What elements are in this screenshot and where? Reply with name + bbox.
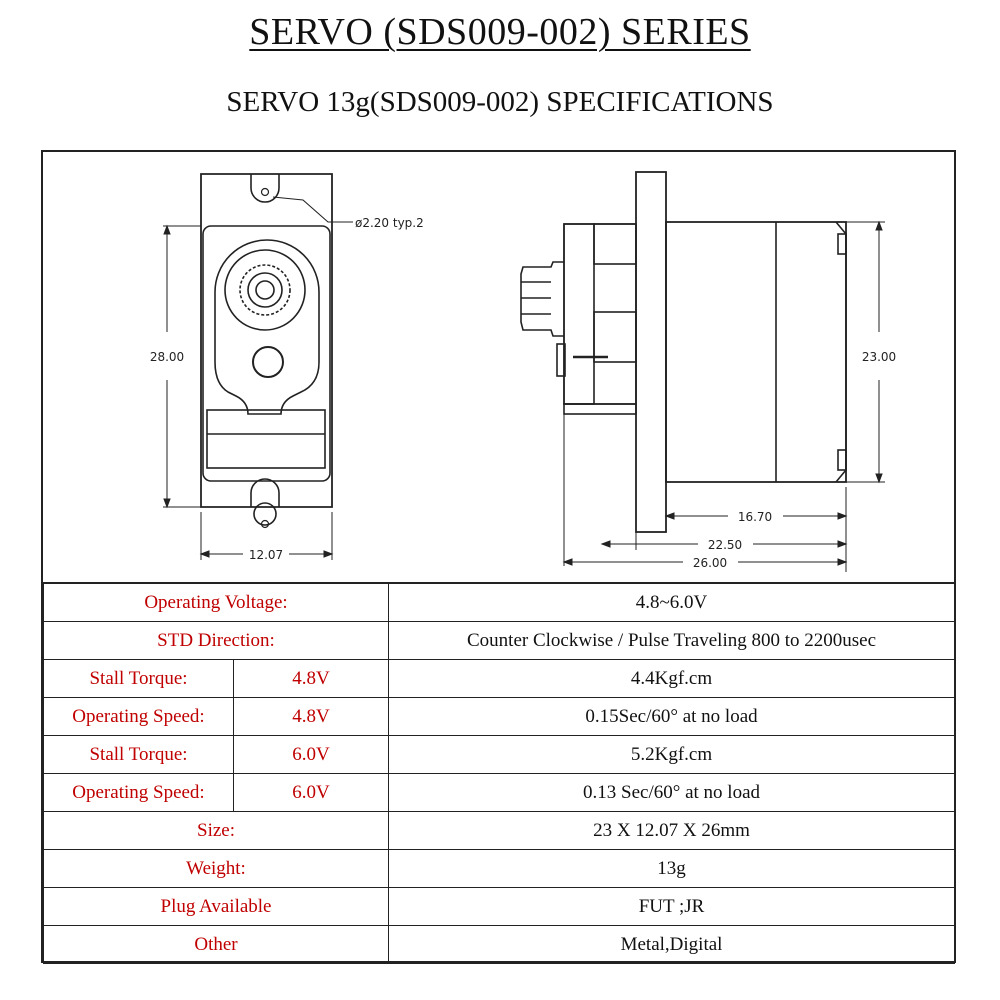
spec-value: Counter Clockwise / Pulse Traveling 800 to 2200usec bbox=[389, 622, 955, 660]
spec-value: 4.4Kgf.cm bbox=[389, 660, 955, 698]
table-row bbox=[44, 698, 955, 736]
table-row bbox=[44, 888, 955, 926]
spec-label: Other bbox=[44, 926, 389, 964]
spec-label: Plug Available bbox=[44, 888, 389, 926]
page-subtitle: SERVO 13g(SDS009-002) SPECIFICATIONS bbox=[226, 86, 774, 118]
spec-value: 5.2Kgf.cm bbox=[389, 736, 955, 774]
side-view bbox=[521, 172, 846, 532]
spec-label: Stall Torque: bbox=[44, 736, 234, 774]
spec-label: Operating Speed: bbox=[44, 698, 234, 736]
side-height-dim: 23.00 bbox=[861, 350, 897, 364]
spec-voltage: 4.8V bbox=[234, 698, 389, 736]
front-width-dim: 12.07 bbox=[248, 548, 284, 562]
spec-voltage: 6.0V bbox=[234, 736, 389, 774]
table-row bbox=[44, 736, 955, 774]
spec-value: 13g bbox=[389, 850, 955, 888]
spec-label: Operating Voltage: bbox=[44, 583, 389, 622]
spec-voltage: 6.0V bbox=[234, 774, 389, 812]
side-dim-c: 26.00 bbox=[692, 556, 728, 570]
table-row bbox=[44, 850, 955, 888]
side-dim-a: 16.70 bbox=[737, 510, 773, 524]
table-row bbox=[44, 926, 955, 964]
spec-value: FUT ;JR bbox=[389, 888, 955, 926]
table-row bbox=[44, 812, 955, 850]
hole-note: ø2.20 typ.2 bbox=[355, 216, 424, 230]
side-dim-b: 22.50 bbox=[707, 538, 743, 552]
spec-sheet-frame bbox=[41, 150, 956, 963]
spec-value: 23 X 12.07 X 26mm bbox=[389, 812, 955, 850]
spec-label: STD Direction: bbox=[44, 622, 389, 660]
table-row bbox=[44, 660, 955, 698]
page-title: SERVO (SDS009-002) SERIES bbox=[249, 11, 751, 53]
front-view bbox=[201, 174, 353, 528]
spec-label: Operating Speed: bbox=[44, 774, 234, 812]
technical-drawing bbox=[43, 152, 954, 582]
spec-value: 4.8~6.0V bbox=[389, 583, 955, 622]
table-row bbox=[44, 622, 955, 660]
table-row bbox=[44, 774, 955, 812]
spec-label: Stall Torque: bbox=[44, 660, 234, 698]
front-height-dim: 28.00 bbox=[149, 350, 185, 364]
spec-label: Size: bbox=[44, 812, 389, 850]
table-row bbox=[44, 583, 955, 622]
spec-value: Metal,Digital bbox=[389, 926, 955, 964]
spec-value: 0.13 Sec/60° at no load bbox=[389, 774, 955, 812]
specifications-table bbox=[43, 582, 955, 964]
spec-label: Weight: bbox=[44, 850, 389, 888]
spec-value: 0.15Sec/60° at no load bbox=[389, 698, 955, 736]
spec-voltage: 4.8V bbox=[234, 660, 389, 698]
